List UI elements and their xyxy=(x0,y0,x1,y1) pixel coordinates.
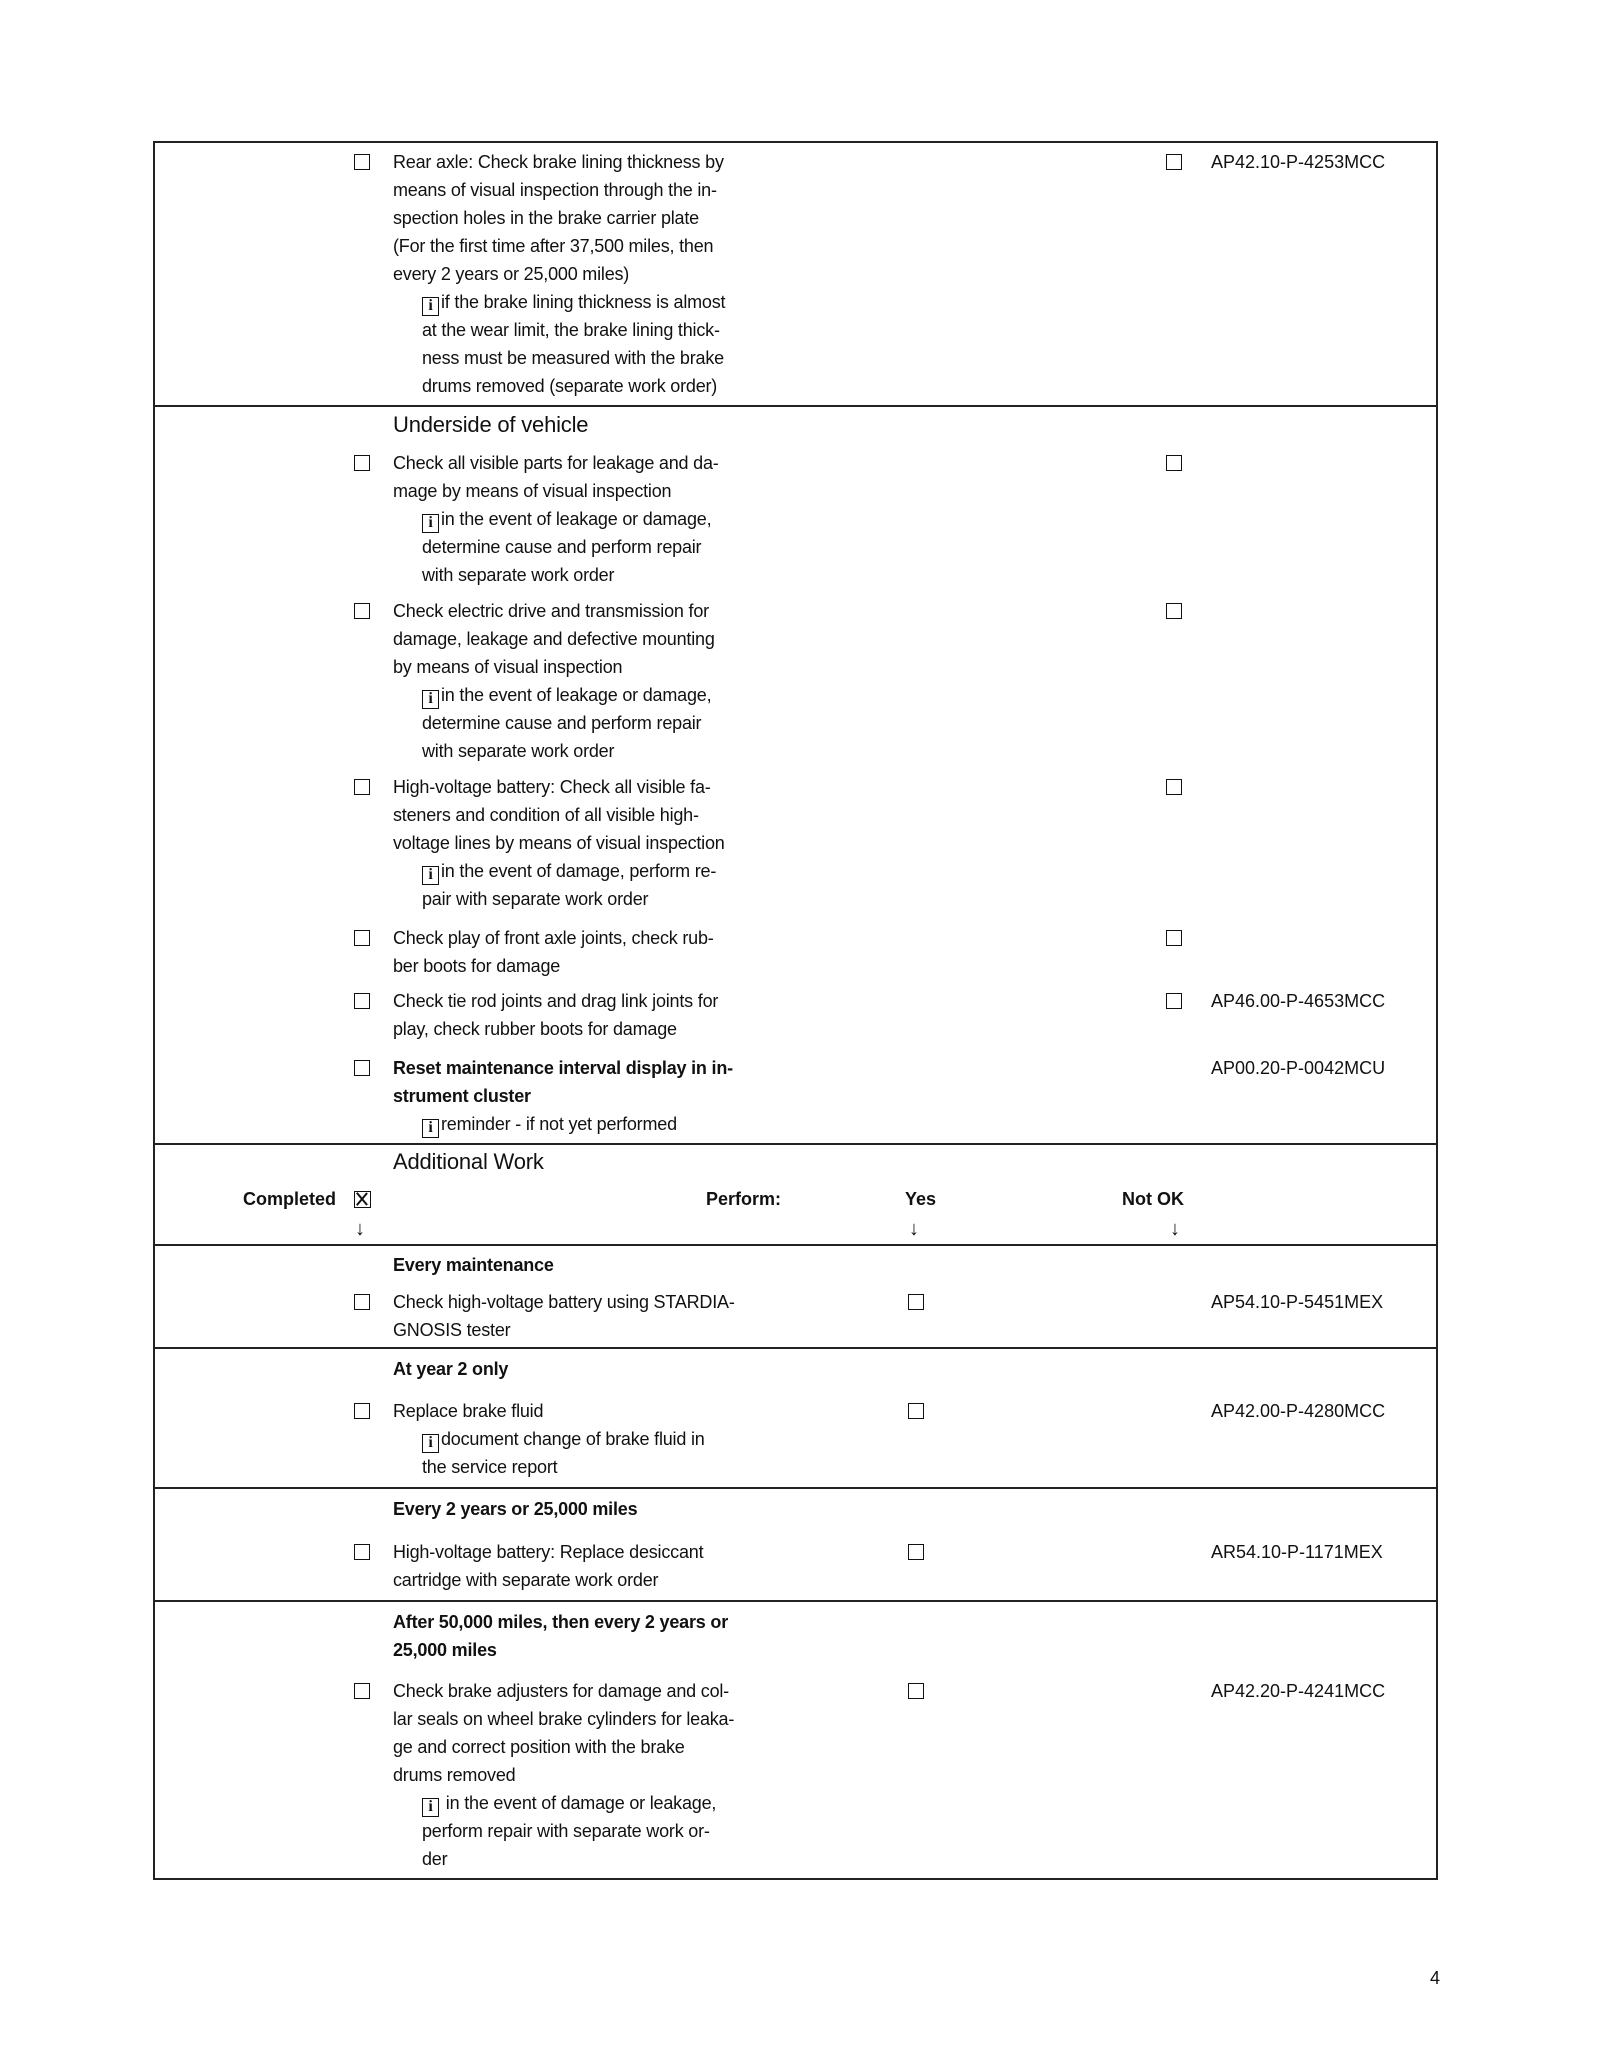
info-icon: i xyxy=(422,690,439,709)
not-ok-checkbox[interactable] xyxy=(1166,154,1182,170)
task-text: Check electric drive and transmission for damage, leakage and defective mounting by means of visual inspection xyxy=(393,601,715,677)
down-arrow-icon: ↓ xyxy=(355,1218,365,1240)
not-ok-checkbox[interactable] xyxy=(1166,993,1182,1009)
info-icon: i xyxy=(422,1119,439,1138)
task-note: i reminder - if not yet performed xyxy=(422,1110,677,1138)
not-ok-checkbox[interactable] xyxy=(1166,779,1182,795)
completed-checkbox[interactable] xyxy=(354,455,370,471)
down-arrow-icon: ↓ xyxy=(909,1218,919,1240)
column-perform: Perform: xyxy=(706,1189,782,1209)
not-ok-checkbox[interactable] xyxy=(1166,455,1182,471)
divider xyxy=(153,1244,1438,1246)
task-text: Replace brake fluid xyxy=(393,1401,544,1421)
section-heading: Underside of vehicle xyxy=(393,412,589,437)
completed-checkbox[interactable] xyxy=(354,1294,370,1310)
completed-checkbox[interactable] xyxy=(354,779,370,795)
task-note: i in the event of damage, perform re- pair with separate work order xyxy=(422,861,717,909)
group-title: After 50,000 miles, then every 2 years or 25,000 miles xyxy=(393,1612,728,1660)
completed-checkbox[interactable] xyxy=(354,603,370,619)
completed-checkbox[interactable] xyxy=(354,1060,370,1076)
group-title: At year 2 only xyxy=(393,1359,509,1379)
completed-checkbox[interactable] xyxy=(354,1544,370,1560)
work-code: AP00.20-P-0042MCU xyxy=(1211,1058,1386,1078)
info-icon: i xyxy=(422,1434,439,1453)
divider xyxy=(153,1347,1438,1349)
page-number: 4 xyxy=(1430,1968,1441,1988)
work-code: AP42.10-P-4253MCC xyxy=(1211,152,1386,172)
task-note: i document change of brake fluid in the service report xyxy=(422,1429,705,1477)
completed-checkbox[interactable] xyxy=(354,154,370,170)
checked-box-icon xyxy=(354,1191,371,1208)
task-text: Check tie rod joints and drag link joints for play, check rubber boots for damage xyxy=(393,991,719,1039)
completed-checkbox[interactable] xyxy=(354,993,370,1009)
yes-checkbox[interactable] xyxy=(908,1403,924,1419)
info-icon: i xyxy=(422,1798,439,1817)
column-completed: Completed xyxy=(243,1189,337,1209)
task-text: Check play of front axle joints, check rub- ber boots for damage xyxy=(393,928,714,976)
work-code: AP54.10-P-5451MEX xyxy=(1211,1292,1384,1312)
column-not-ok: Not OK xyxy=(1122,1189,1184,1209)
task-text: Reset maintenance interval display in in- strument cluster xyxy=(393,1058,733,1106)
info-icon: i xyxy=(422,297,439,316)
down-arrow-icon: ↓ xyxy=(1170,1218,1180,1240)
section-heading: Additional Work xyxy=(393,1149,544,1174)
task-note: i in the event of leakage or damage, determine cause and perform repair with separate work order xyxy=(422,685,712,761)
yes-checkbox[interactable] xyxy=(908,1544,924,1560)
task-note: i if the brake lining thickness is almost at the wear limit, the brake lining thick- ness must be measured with the brake drums removed (separate work order) xyxy=(422,292,726,396)
task-text: High-voltage battery: Check all visible fa- steners and condition of all visible high- voltage lines by means of visual inspection xyxy=(393,777,725,853)
not-ok-checkbox[interactable] xyxy=(1166,930,1182,946)
task-text: Check all visible parts for leakage and da- mage by means of visual inspection xyxy=(393,453,719,501)
task-text: Rear axle: Check brake lining thickness by means of visual inspection through the in- spection holes in the brake carrier plate (For the first time after 37,500 miles, then every 2 years or 25,000 miles) xyxy=(393,152,724,284)
task-text: Check high-voltage battery using STARDIA- GNOSIS tester xyxy=(393,1292,735,1340)
yes-checkbox[interactable] xyxy=(908,1683,924,1699)
work-code: AP46.00-P-4653MCC xyxy=(1211,991,1386,1011)
task-note: i in the event of damage or leakage, perform repair with separate work or- der xyxy=(422,1793,717,1869)
completed-checkbox[interactable] xyxy=(354,1403,370,1419)
divider xyxy=(153,1600,1438,1602)
not-ok-checkbox[interactable] xyxy=(1166,603,1182,619)
work-code: AP42.20-P-4241MCC xyxy=(1211,1681,1386,1701)
group-title: Every 2 years or 25,000 miles xyxy=(393,1499,638,1519)
divider xyxy=(153,1143,1438,1145)
group-title: Every maintenance xyxy=(393,1255,554,1275)
divider xyxy=(153,1487,1438,1489)
work-code: AP42.00-P-4280MCC xyxy=(1211,1401,1386,1421)
task-note: i in the event of leakage or damage, determine cause and perform repair with separate work order xyxy=(422,509,712,585)
info-icon: i xyxy=(422,866,439,885)
task-text: Check brake adjusters for damage and col- lar seals on wheel brake cylinders for leaka- ge and correct position with the brake drums removed xyxy=(393,1681,735,1785)
yes-checkbox[interactable] xyxy=(908,1294,924,1310)
work-code: AR54.10-P-1171MEX xyxy=(1211,1542,1383,1562)
divider xyxy=(153,405,1438,407)
info-icon: i xyxy=(422,514,439,533)
task-text: High-voltage battery: Replace desiccant cartridge with separate work order xyxy=(393,1542,704,1590)
completed-checkbox[interactable] xyxy=(354,930,370,946)
completed-checkbox[interactable] xyxy=(354,1683,370,1699)
column-yes: Yes xyxy=(905,1189,937,1209)
